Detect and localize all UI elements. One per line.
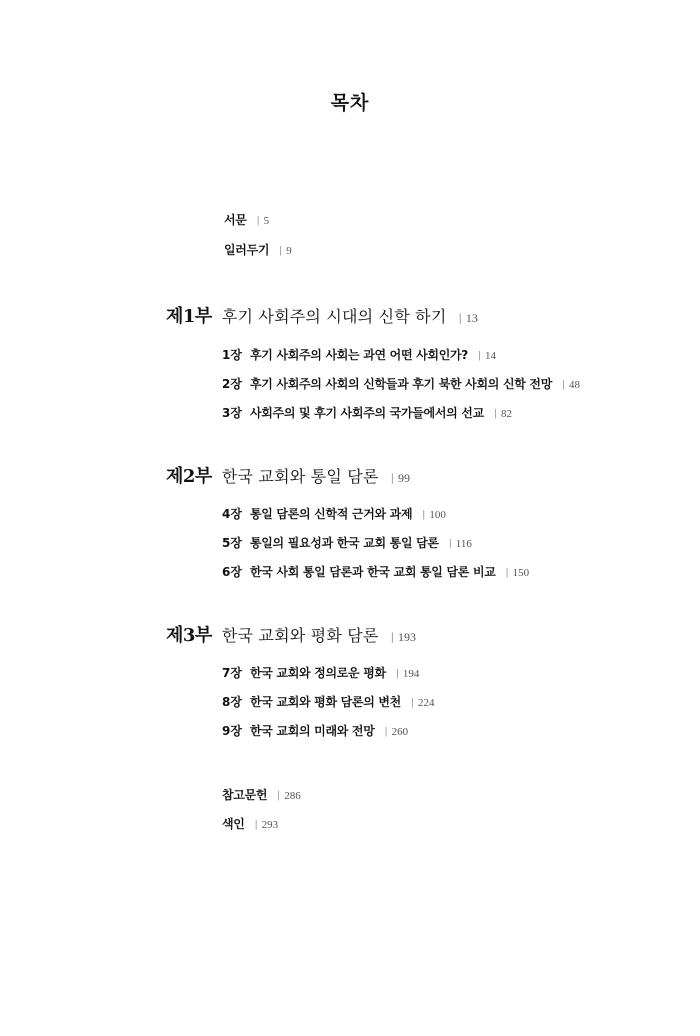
chapter-page-number: 194 [402,668,420,680]
toc-chapter-5[interactable] [222,534,472,551]
part-page-number: 99 [397,471,410,485]
toc-chapter-8[interactable] [222,693,435,710]
part-number: 제2부 [166,466,212,487]
toc-chapter-7[interactable] [222,664,419,681]
chapter-title: 한국 교회의 미래와 전망 [249,724,375,738]
toc-part-2[interactable] [166,462,410,488]
entry-page-number: 9 [286,245,292,257]
page-title: 목차 [330,92,370,114]
chapter-title: 후기 사회주의 사회는 과연 어떤 사회인가? [249,348,468,362]
part-title: 한국 교회와 통일 담론 [221,467,379,486]
part-number: 제1부 [166,306,212,327]
chapter-title: 한국 교회와 평화 담론의 변천 [249,695,401,709]
toc-part-1[interactable] [166,302,478,328]
page-separator: | [390,473,394,484]
entry-page-number: 293 [261,819,279,831]
page-separator: | [279,246,283,256]
toc-chapter-1[interactable] [222,346,496,363]
entry-page-number: 5 [263,215,270,227]
entry-label: 참고문헌 [222,788,268,802]
page-separator: | [422,510,426,520]
chapter-number: 2장 [222,377,242,391]
chapter-number: 3장 [222,406,242,420]
chapter-number: 6장 [222,565,242,579]
page-separator: | [254,820,258,830]
part-page-number: 193 [397,630,416,644]
chapter-number: 7장 [222,666,242,680]
chapter-page-number: 14 [485,350,497,362]
chapter-page-number: 224 [418,697,435,709]
part-title: 후기 사회주의 시대의 신학 하기 [221,307,447,326]
chapter-page-number: 48 [569,379,581,391]
page-separator: | [505,568,509,578]
page-separator: | [410,698,415,708]
toc-entry-notes[interactable] [224,241,292,258]
toc-entry-index[interactable] [222,815,278,832]
page-separator: | [477,351,482,361]
page-separator: | [493,409,497,419]
chapter-number: 5장 [222,536,242,550]
chapter-title: 후기 사회주의 사회의 신학들과 후기 북한 사회의 신학 전망 [249,377,552,391]
page-separator: | [390,632,394,643]
entry-label: 서문 [224,213,247,227]
entry-label: 일러두기 [224,243,270,257]
page-separator: | [256,216,260,226]
toc-chapter-3[interactable] [222,404,512,421]
chapter-number: 4장 [222,507,242,521]
page-separator: | [384,727,388,737]
chapter-number: 8장 [222,695,242,709]
chapter-page-number: 116 [455,538,472,550]
chapter-number: 1장 [222,348,242,362]
chapter-page-number: 82 [500,408,512,420]
chapter-title: 한국 사회 통일 담론과 한국 교회 통일 담론 비교 [249,565,496,579]
chapter-number: 9장 [222,724,242,738]
chapter-title: 사회주의 및 후기 사회주의 국가들에서의 선교 [249,406,484,420]
part-number: 제3부 [166,625,212,646]
part-page-number: 13 [465,311,478,325]
toc-chapter-2[interactable] [222,375,580,392]
chapter-page-number: 150 [512,567,530,579]
toc-part-3[interactable] [166,621,416,647]
toc-chapter-6[interactable] [222,563,529,580]
toc-chapter-9[interactable] [222,722,408,739]
toc-entry-bibliography[interactable] [222,786,301,803]
page-separator: | [277,791,281,801]
page-separator: | [562,380,566,390]
part-title: 한국 교회와 평화 담론 [221,626,379,645]
page-separator: | [395,669,399,679]
entry-page-number: 286 [284,790,301,802]
toc-chapter-4[interactable] [222,505,446,522]
chapter-page-number: 260 [391,726,409,738]
page-separator: | [458,313,462,324]
chapter-page-number: 100 [429,509,446,521]
chapter-title: 통일의 필요성과 한국 교회 통일 담론 [249,536,439,550]
entry-label: 색인 [222,817,245,831]
chapter-title: 통일 담론의 신학적 근거와 과제 [249,507,413,521]
page-separator: | [448,539,452,549]
chapter-title: 한국 교회와 정의로운 평화 [249,666,386,680]
toc-entry-preface[interactable] [224,211,269,228]
